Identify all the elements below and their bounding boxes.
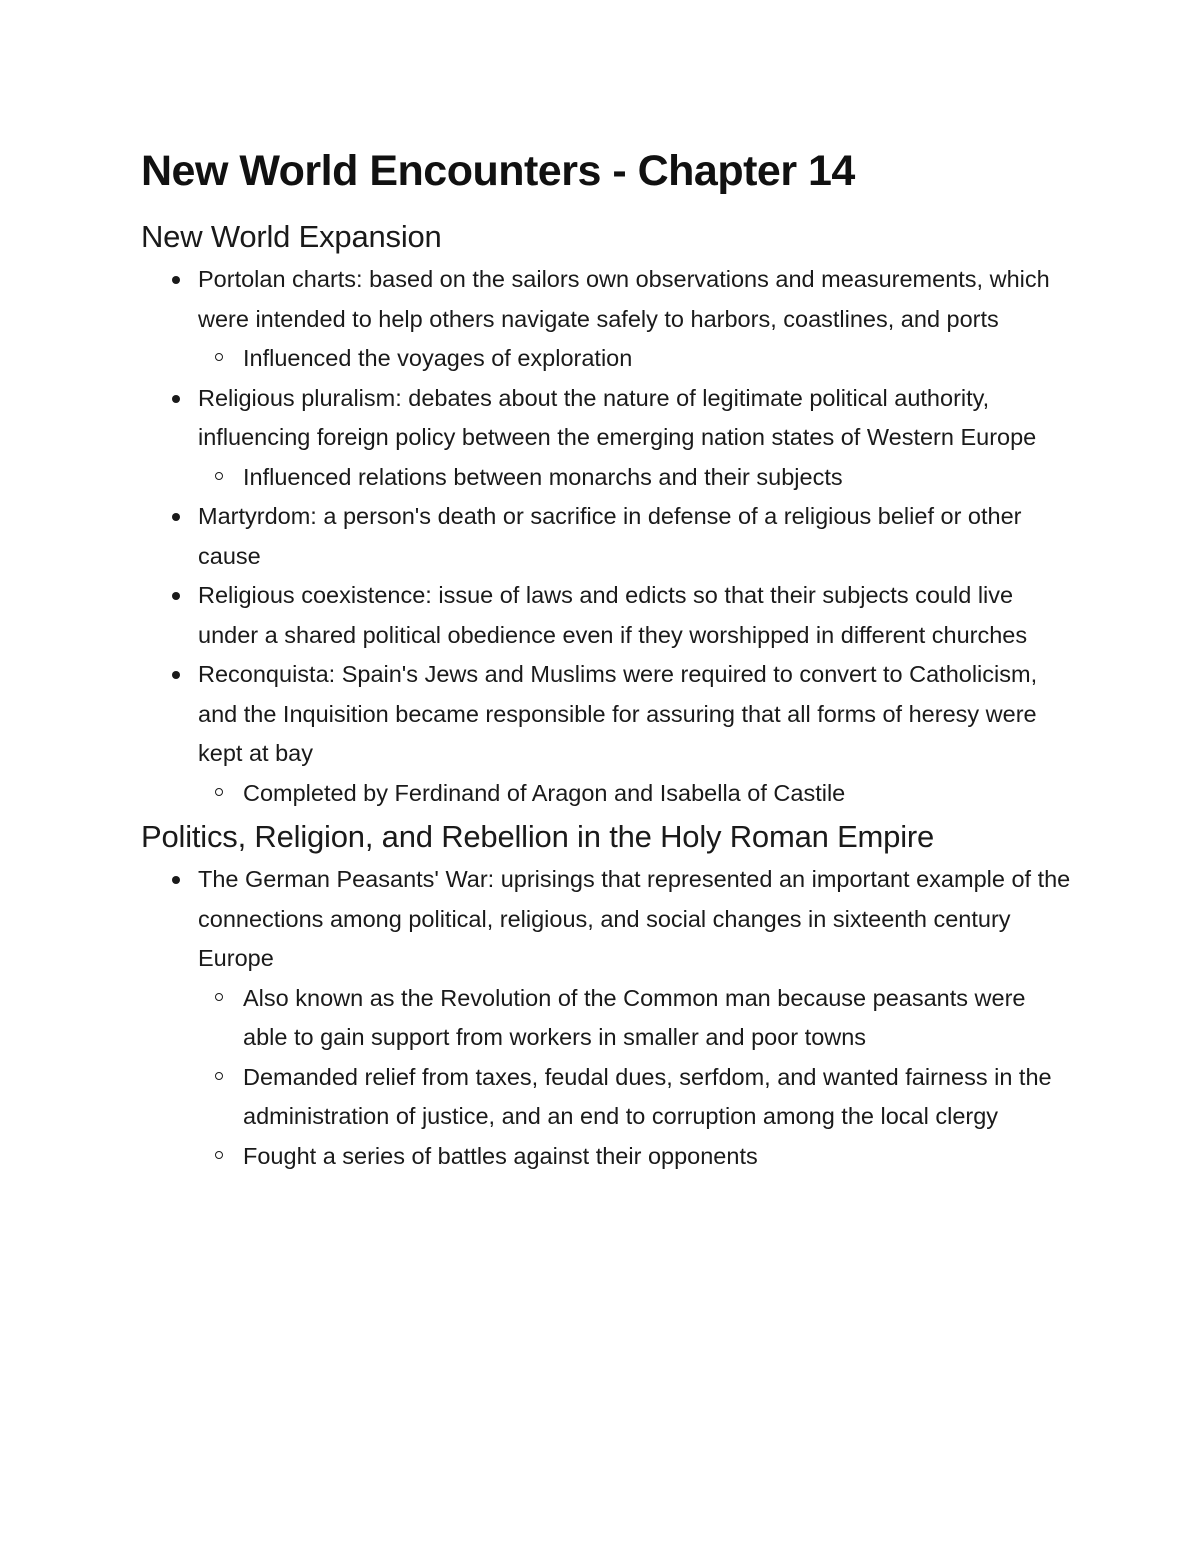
list-item	[141, 655, 1071, 813]
list-item	[141, 860, 1071, 1176]
list-item-text: Martyrdom: a person's death or sacrifice in defense of a religious belief or other cause	[198, 503, 1022, 569]
sub-bullet-list	[198, 774, 1071, 814]
sub-list-item: Completed by Ferdinand of Aragon and Isabella of Castile	[198, 774, 1071, 814]
sub-list-item: Influenced relations between monarchs and their subjects	[198, 458, 1071, 498]
document-title: New World Encounters - Chapter 14	[141, 147, 855, 195]
section-heading: New World Expansion	[141, 219, 442, 254]
list-item	[141, 260, 1071, 379]
list-item-text: The German Peasants' War: uprisings that represented an important example of the connections among political, religious, and social changes in sixteenth century Europe	[198, 866, 1071, 971]
list-item	[141, 497, 1071, 576]
list-item-text: Religious pluralism: debates about the nature of legitimate political authority, influencing foreign policy between the emerging nation states of Western Europe	[198, 384, 1037, 450]
bullet-list	[141, 860, 1071, 1176]
document-page	[141, 140, 1071, 1176]
list-item	[141, 379, 1071, 498]
section-heading: Politics, Religion, and Rebellion in the Holy Roman Empire	[141, 819, 935, 854]
sub-list-item: Fought a series of battles against their opponents	[198, 1137, 1071, 1177]
sub-list-item: Influenced the voyages of exploration	[198, 339, 1071, 379]
sub-bullet-list	[198, 458, 1071, 498]
bullet-list	[141, 260, 1071, 813]
list-item-text: Portolan charts: based on the sailors own observations and measurements, which were intended to help others navigate safely to harbors, coastlines, and ports	[198, 266, 1050, 332]
list-item-text: Religious coexistence: issue of laws and edicts so that their subjects could live under a shared political obedience even if they worshipped in different churches	[198, 582, 1028, 648]
sub-list-item: Also known as the Revolution of the Common man because peasants were able to gain support from workers in smaller and poor towns	[198, 979, 1071, 1058]
sub-bullet-list	[198, 339, 1071, 379]
list-item-text: Reconquista: Spain's Jews and Muslims were required to convert to Catholicism, and the Inquisition became responsible for assuring that all forms of heresy were kept at bay	[198, 661, 1038, 766]
sub-bullet-list	[198, 979, 1071, 1177]
list-item	[141, 576, 1071, 655]
sub-list-item: Demanded relief from taxes, feudal dues, serfdom, and wanted fairness in the administration of justice, and an end to corruption among the local clergy	[198, 1058, 1071, 1137]
